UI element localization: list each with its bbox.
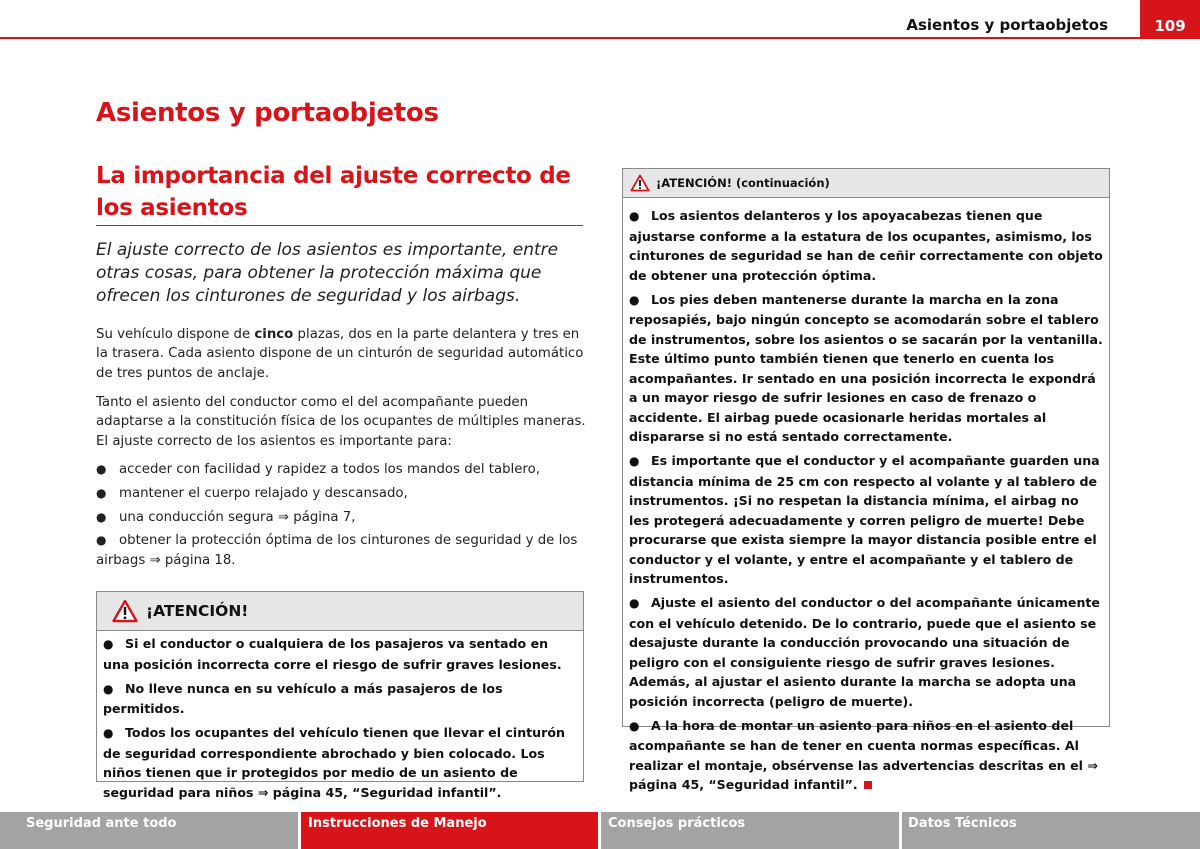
bullet-icon: ●: [103, 637, 114, 651]
page-number: 109: [1140, 0, 1200, 39]
section-heading: La importancia del ajuste correcto de los asientos: [96, 163, 571, 221]
seat-count: cinco: [254, 327, 294, 342]
warning-title: ¡ATENCIÓN!: [146, 602, 249, 620]
bullet-icon: ●: [103, 726, 114, 740]
bullet-icon: ●: [629, 209, 640, 223]
bullet-icon: ●: [629, 292, 640, 307]
warning-item: ● Es importante que el conductor y el acompañante guarden una distancia mínima de 25 cm con respecto al volante y al tablero de instrumentos. ¡Si no respetan la distancia mínima, el airbag no les protegerá adecuadamente y corren peligro de muerte! Debe procurarse que exista siempre la mayor distancia posible entre el conductor y el volante, y entre el acompañante y el tablero de instrumentos.: [629, 453, 1100, 586]
warning-box-continued: [622, 168, 1110, 792]
list-item: ● acceder con facilidad y rapidez a todos los mandos del tablero,: [96, 460, 586, 479]
warning-item: ● Los asientos delanteros y los apoyacabezas tienen que ajustarse conforme a la estatura de los ocupantes, asimismo, los cinturones de seguridad se han de ceñir correctamente con objeto de obtener una protección óptima.: [629, 208, 1103, 283]
warning-triangle-icon: [112, 599, 138, 623]
warning-title: ¡ATENCIÓN! (continuación): [656, 176, 830, 190]
bullet-icon: ●: [96, 509, 107, 524]
bullet-icon: ●: [629, 454, 640, 468]
warning-body: [623, 198, 1109, 795]
list-item: ● una conducción segura ⇒ página 7,: [96, 508, 586, 527]
list-item: ● obtener la protección óptima de los cinturones de seguridad y de los airbags ⇒ página 18.: [96, 533, 578, 568]
paragraph-adjustment: Tanto el asiento del conductor como el del acompañante pueden adaptarse a la constitución física de los ocupantes de múltiples maneras. El ajuste correcto de los asientos es importante para:: [96, 395, 586, 449]
warning-header: [623, 169, 1109, 198]
warning-item: ● Los pies deben mantenerse durante la marcha en la zona reposapiés, bajo ningún concepto se acomodarán sobre el tablero de instrumentos, sobre los asientos o se sacarán por la ventanilla. Este último punto también tienen que tenerlo en cuenta los acompañantes. Ir sentado en una posición incorrecta le expondrá a un mayor riesgo de sufrir lesiones en caso de frenazo o accidente. El airbag puede ocasionarle heridas mortales al dispararse si no está sentado correctamente.: [629, 291, 1103, 444]
end-square-icon: [864, 781, 872, 789]
paragraph-seats: Su vehículo dispone de cinco plazas, dos en la parte delantera y tres en la trasera. Cada asiento dispone de un cinturón de seguridad automático de tres puntos de anclaje.: [96, 327, 584, 381]
tab-datos-tecnicos[interactable]: Datos Técnicos: [902, 812, 1200, 849]
importance-list: [96, 460, 586, 574]
warning-item: ● A la hora de montar un asiento para niños en el asiento del acompañante se han de tener en cuenta normas específicas. Al realizar el montaje, obsérvense las advertencias descritas en el ⇒ página 45, “Seguridad infantil”.: [629, 717, 1098, 792]
bullet-icon: ●: [96, 485, 107, 500]
page-title: Asientos y portaobjetos: [96, 98, 439, 128]
warning-item: ● Todos los ocupantes del vehículo tienen que llevar el cinturón de seguridad correspondiente abrochado y bien colocado. Los niños tienen que ir protegidos por medio de un asiento de seguridad para niños ⇒ página 45, “Seguridad infantil”.: [103, 725, 565, 800]
lead-paragraph: El ajuste correcto de los asientos es importante, entre otras cosas, para obtener la protección máxima que ofrecen los cinturones de seguridad y los airbags.: [96, 240, 559, 306]
tab-consejos-practicos[interactable]: Consejos prácticos: [601, 812, 899, 849]
list-item: ● mantener el cuerpo relajado y descansado,: [96, 484, 586, 503]
tab-seguridad-ante-todo[interactable]: Seguridad ante todo: [0, 812, 298, 849]
heading-rule: [96, 225, 583, 226]
warning-item: ● Ajuste el asiento del conductor o del acompañante únicamente con el vehículo detenido. De lo contrario, puede que el asiento se desajuste durante la conducción provocando una situación de peligro con el consiguiente riesgo de sufrir graves lesiones. Además, al ajustar el asiento durante la marcha se adopta una posición incorrecta (peligro de muerte).: [629, 595, 1100, 709]
warning-triangle-icon: [630, 174, 650, 192]
footer-nav: [0, 812, 1200, 849]
warning-box: [96, 591, 584, 800]
header-rule: [0, 37, 1140, 39]
warning-item: ● No lleve nunca en su vehículo a más pasajeros de los permitidos.: [103, 680, 503, 716]
header-section-title: Asientos y portaobjetos: [906, 16, 1108, 34]
bullet-icon: ●: [629, 596, 640, 610]
bullet-icon: ●: [96, 462, 107, 476]
warning-header: [97, 592, 583, 631]
warning-item: ● Si el conductor o cualquiera de los pasajeros va sentado en una posición incorrecta corre el riesgo de sufrir graves lesiones.: [103, 636, 562, 672]
bullet-icon: ●: [103, 681, 114, 696]
bullet-icon: ●: [96, 533, 107, 548]
tab-instrucciones-de-manejo[interactable]: Instrucciones de Manejo: [301, 812, 598, 849]
warning-body: [97, 631, 583, 802]
bullet-icon: ●: [629, 718, 640, 733]
